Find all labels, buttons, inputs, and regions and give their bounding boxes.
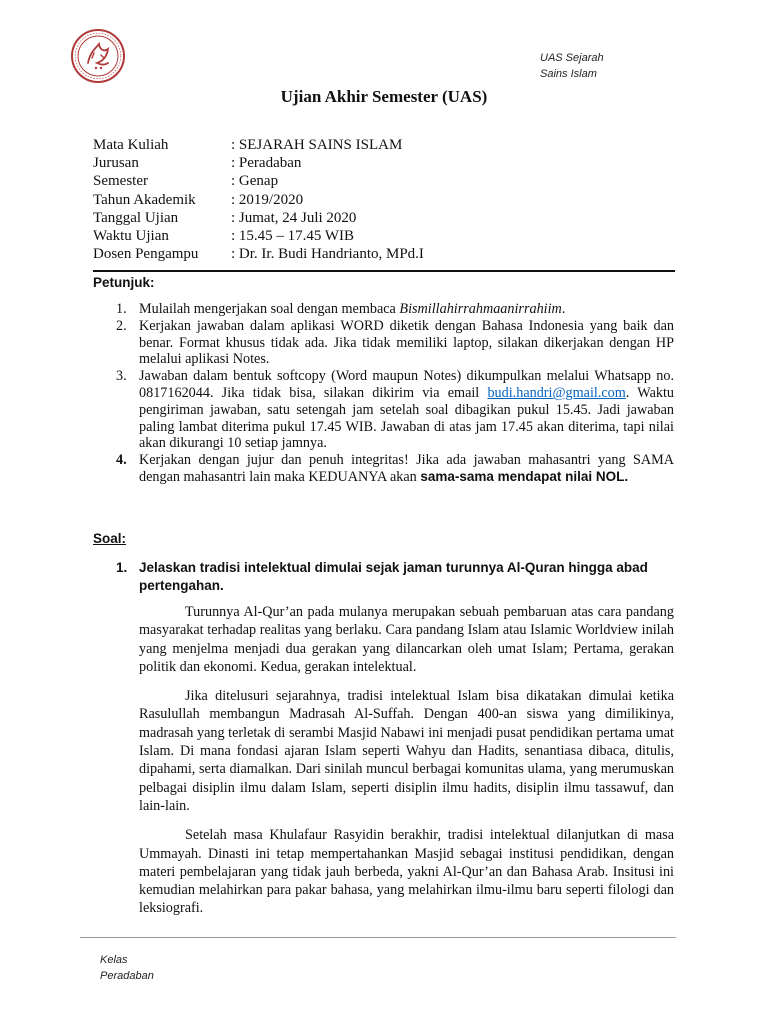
instruction-text-after: . Waktu pengiriman jawaban, satu setengah jam setelah soal dibagikan pukul 15.45. Jadi jawaban paling lambat diterima pukul 17.45 WIB. Jawaban di atas jam 17.45 akan diterima, tapi nilai akan dikurangi 10 setiap jamnya. bbox=[139, 384, 674, 452]
info-value: : SEJARAH SAINS ISLAM bbox=[231, 137, 403, 153]
header-tag-line2: Sains Islam bbox=[540, 68, 597, 80]
answer-body bbox=[139, 603, 674, 929]
footer-tag-line1: Kelas bbox=[100, 954, 128, 966]
info-row-semester bbox=[93, 172, 424, 190]
answer-paragraph: Turunnya Al-Qur’an pada mulanya merupakan sebuah pembaruan atas cara pandang masyarakat terhadap realitas yang berlaku. Cara pandang Islam atau Islamic Worldview inilah yang menjelma menjadi dua gerakan yang dilancarkan oleh umat Islam; Pertama, gerakan politik dan ekonomi. Kedua, gerakan intelektual. bbox=[139, 604, 674, 675]
instruction-number: 4. bbox=[116, 452, 127, 469]
instruction-item bbox=[93, 301, 674, 318]
exam-info bbox=[93, 136, 424, 263]
instruction-item bbox=[93, 452, 674, 486]
university-seal-logo bbox=[70, 28, 126, 84]
info-label: Tahun Akademik bbox=[93, 191, 196, 208]
answer-paragraph: Setelah masa Khulafaur Rasyidin berakhir, tradisi intelektual dilanjutkan di masa Ummayah. Dinasti ini tetap mempertahankan Masjid sebagai institusi pendidikan, dengan materi pembelajaran yang tidak jauh berbeda, yakni Al-Qur’an dan Bahasa Arab. Insitusi ini kemudian melahirkan para pakar bahasa, yang melahirkan ilmu-ilmu baru seperti filologi dan leksiografi. bbox=[139, 827, 674, 917]
instruction-bold: sama-sama mendapat nilai NOL. bbox=[420, 468, 629, 484]
info-label: Waktu Ujian bbox=[93, 228, 169, 245]
instruction-number: 3. bbox=[116, 368, 127, 385]
info-value: : Genap bbox=[231, 173, 279, 190]
info-label: Jurusan bbox=[93, 155, 139, 172]
info-row-academic-year bbox=[93, 191, 424, 209]
document-title: Ujian Akhir Semester (UAS) bbox=[280, 87, 488, 106]
section-divider bbox=[93, 270, 675, 272]
instruction-item bbox=[93, 368, 674, 452]
question-text: Jelaskan tradisi intelektual dimulai sejak jaman turunnya Al-Quran hingga abad pertengahan. bbox=[139, 560, 648, 593]
info-value: : 2019/2020 bbox=[231, 191, 304, 208]
info-row-exam-date bbox=[93, 209, 424, 227]
footer-tag-line2: Peradaban bbox=[100, 970, 154, 982]
info-label: Dosen Pengampu bbox=[93, 246, 199, 263]
info-label: Mata Kuliah bbox=[93, 137, 169, 153]
info-value: : Jumat, 24 Juli 2020 bbox=[231, 209, 357, 226]
instruction-number: 2. bbox=[116, 317, 127, 334]
email-link[interactable]: budi.handri@gmail.com bbox=[487, 384, 626, 401]
info-value: : 15.45 – 17.45 WIB bbox=[231, 228, 355, 245]
info-row-department bbox=[93, 154, 424, 172]
info-value: : Peradaban bbox=[231, 155, 302, 172]
info-row-course bbox=[93, 136, 424, 154]
instructions-heading: Petunjuk: bbox=[93, 275, 155, 290]
answer-paragraph: Jika ditelusuri sejarahnya, tradisi intelektual Islam bisa dikatakan dimulai ketika Rasulullah membangun Madrasah Al-Suffah. Dengan 400-an siswa yang dimilikinya, madrasah yang terletak di serambi Masjid Nabawi ini menjadi pusat pendidikan pertama umat Islam. Di mana fondasi ajaran Islam seperti Wahyu dan Hadits, senantiasa dibaca, ditulis, dipahami, serta diamalkan. Dari sinilah muncul berbagai komunitas ulama, yang merumuskan pelbagai disiplin ilmu dalam Islam, seperti disiplin ilmu hadits, disiplin ilmu tassawuf, dan lain-lain. bbox=[139, 688, 674, 814]
instruction-text: Jawaban dalam bentuk softcopy (Word maupun Notes) dikumpulkan melalui Whatsapp no. 0817162044. Jika tidak bisa, silakan dikirim via email bbox=[139, 368, 674, 401]
info-row-exam-time bbox=[93, 227, 424, 245]
instruction-italic: Bismillahirrahmaanirrahiim bbox=[399, 301, 562, 317]
info-label: Tanggal Ujian bbox=[93, 209, 179, 226]
info-value: : Dr. Ir. Budi Handrianto, MPd.I bbox=[231, 246, 424, 263]
instruction-end: . bbox=[561, 301, 566, 317]
instruction-item bbox=[93, 318, 674, 368]
info-row-lecturer bbox=[93, 245, 424, 263]
header-tag bbox=[540, 50, 640, 80]
instructions-list bbox=[93, 301, 674, 486]
header-tag-line1: UAS Sejarah bbox=[540, 52, 604, 64]
instruction-text: Kerjakan dengan jujur dan penuh integritas! Jika ada jawaban mahasantri yang SAMA dengan mahasantri lain maka KEDUANYA akan bbox=[139, 452, 674, 485]
instruction-text: Mulailah mengerjakan soal dengan membaca bbox=[139, 301, 400, 317]
footer-divider bbox=[80, 937, 676, 938]
instruction-text: Kerjakan jawaban dalam aplikasi WORD diketik dengan Bahasa Indonesia yang baik dan benar. Format khusus tidak ada. Jika tidak memiliki laptop, silakan dikerjakan dengan HP melalui aplikasi Notes. bbox=[139, 317, 674, 368]
info-label: Semester bbox=[93, 173, 148, 190]
question-item bbox=[93, 559, 653, 595]
footer-tag bbox=[100, 952, 180, 982]
questions-heading: Soal: bbox=[93, 531, 127, 546]
instruction-number: 1. bbox=[116, 301, 127, 317]
question-number: 1. bbox=[116, 560, 128, 575]
